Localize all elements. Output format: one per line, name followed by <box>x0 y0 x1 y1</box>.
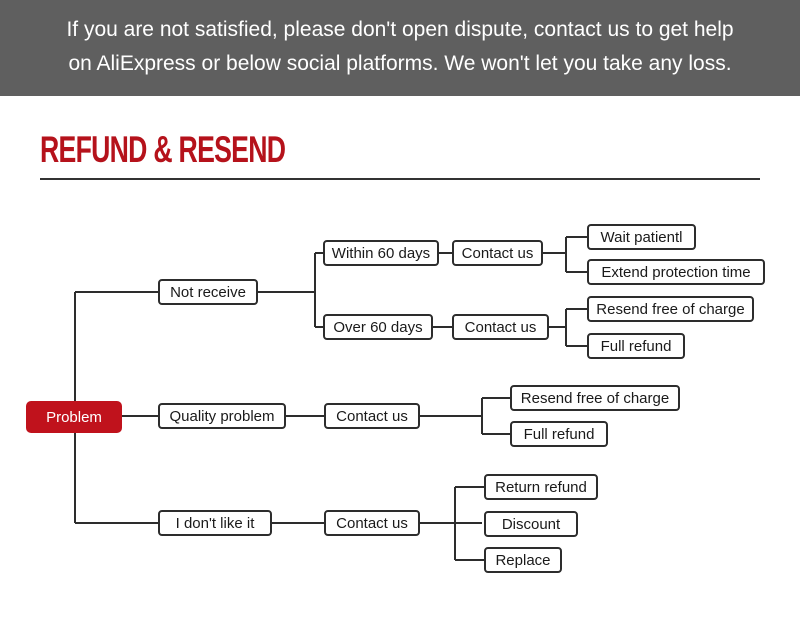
full-refund-node-over-60: Full refund <box>587 333 685 359</box>
discount-node: Discount <box>484 511 578 537</box>
within-60-days-node: Within 60 days <box>323 240 439 266</box>
return-refund-node: Return refund <box>484 474 598 500</box>
replace-node: Replace <box>484 547 562 573</box>
notice-line-2: on AliExpress or below social platforms. We won't let you take any loss. <box>68 52 732 75</box>
contact-us-node-over-60: Contact us <box>452 314 549 340</box>
extend-protection-time-node: Extend protection time <box>587 259 765 285</box>
notice-line-1: If you are not satisfied, please don't open dispute, contact us to get help <box>66 18 734 41</box>
full-refund-node-quality: Full refund <box>510 421 608 447</box>
page-title: REFUND & RESEND <box>40 129 286 170</box>
quality-problem-node: Quality problem <box>158 403 286 429</box>
problem-node: Problem <box>26 401 122 433</box>
resend-free-node-quality: Resend free of charge <box>510 385 680 411</box>
contact-us-node-dislike: Contact us <box>324 510 420 536</box>
contact-us-node-within-60: Contact us <box>452 240 543 266</box>
contact-us-node-quality: Contact us <box>324 403 420 429</box>
resend-free-node-over-60: Resend free of charge <box>587 296 754 322</box>
over-60-days-node: Over 60 days <box>323 314 433 340</box>
not-receive-node: Not receive <box>158 279 258 305</box>
dont-like-it-node: I don't like it <box>158 510 272 536</box>
wait-patiently-node: Wait patientl <box>587 224 696 250</box>
